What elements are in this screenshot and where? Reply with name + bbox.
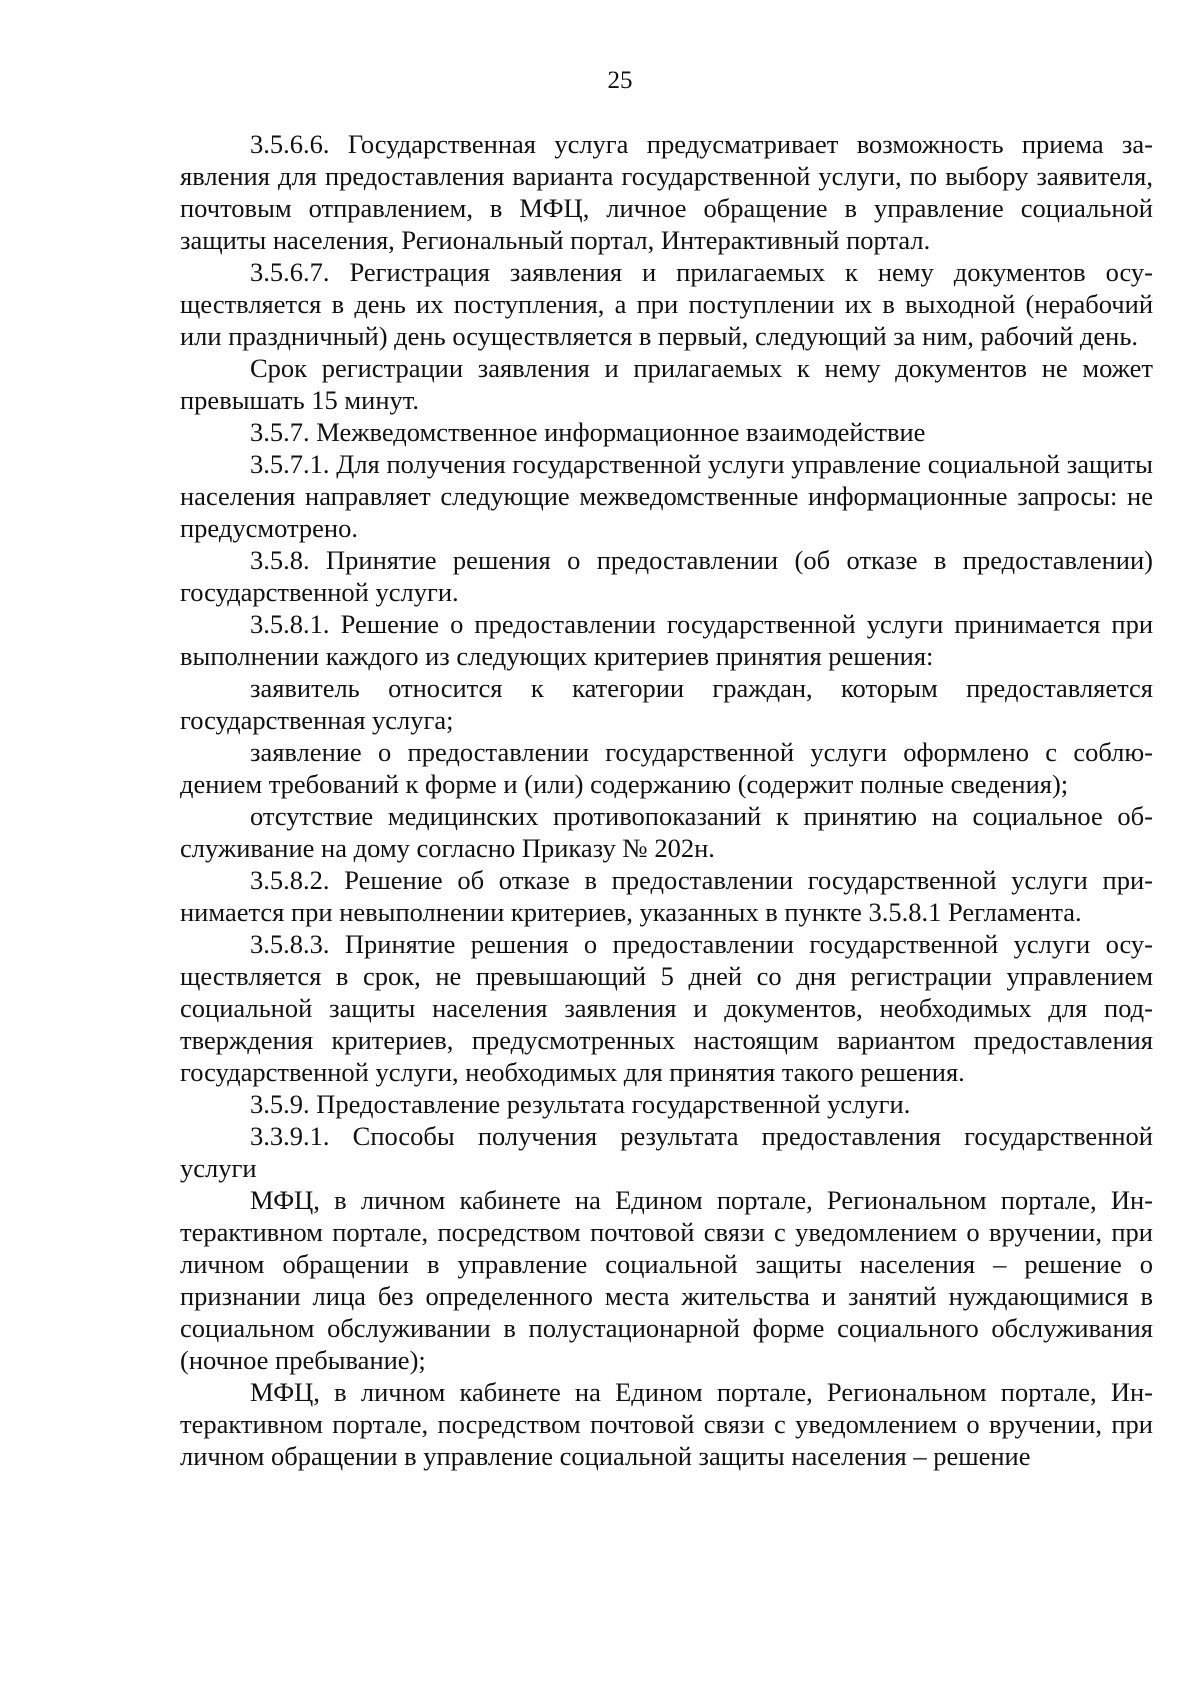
paragraph-3-5-6-6: 3.5.6.6. Государственная услуга предусматривает возможность приема заявления для предоставления варианта государственной услуги, по выбору заявителя, почтовым отправлением, в МФЦ, личное обращение в управление социальной защиты населения, Региональный портал, Интерактивный портал. [180,129,1153,255]
page-number: 25 [607,67,633,94]
criterion-application-form: заявление о предоставлении государственной услуги оформлено с соблюдением требований к форме и (или) содержанию (содержит полные сведения); [180,737,1153,799]
criterion-applicant-category: заявитель относится к категории граждан, которым предоставляется государственная услуга; [180,673,1153,735]
paragraph-3-5-8-3: 3.5.8.3. Принятие решения о предоставлении государственной услуги осуществляется в срок, не превышающий 5 дней со дня регистрации управлением социальной защиты населения заявления и документов, необходимых для подтверждения критериев, предусмотренных настоящим вариантом предоставления государственной услуги, необходимых для принятия такого решения. [180,929,1153,1087]
paragraph-3-5-8-1: 3.5.8.1. Решение о предоставлении государственной услуги принимается при выполнении каждого из следующих критериев принятия решения: [180,609,1153,671]
paragraph-registration-term: Срок регистрации заявления и прилагаемых к нему документов не может превышать 15 минут. [180,353,1153,415]
paragraph-3-3-9-1: 3.3.9.1. Способы получения результата предоставления государственной услуги [180,1121,1153,1183]
paragraph-3-5-7-1: 3.5.7.1. Для получения государственной услуги управление социальной защиты населения направляет следующие межведомственные информационные запросы: не предусмотрено. [180,449,1153,543]
heading-3-5-9: 3.5.9. Предоставление результата государственной услуги. [250,1089,911,1119]
result-method-night-stay: МФЦ, в личном кабинете на Едином портале, Региональном портале, Интерактивном портале, посредством почтовой связи с уведомлением о вручении, при личном обращении в управление социальной защиты населения – решение о признании лица без определенного места жительства и занятий нуждающимися в социальном обслуживании в полустационарной форме социального обслуживания (ночное пребывание); [180,1185,1153,1375]
heading-3-5-8: 3.5.8. Принятие решения о предоставлении (об отказе в предоставлении) государственной услуги. [180,545,1153,607]
criterion-medical-contraindications: отсутствие медицинских противопоказаний к принятию на социальное обслуживание на дому согласно Приказу № 202н. [180,801,1153,863]
result-method-continued: МФЦ, в личном кабинете на Едином портале, Региональном портале, Интерактивном портале, посредством почтовой связи с уведомлением о вручении, при личном обращении в управление социальной защиты населения – решение [180,1377,1153,1471]
paragraph-3-5-6-7: 3.5.6.7. Регистрация заявления и прилагаемых к нему документов осуществляется в день их поступления, а при поступлении их в выходной (нерабочий или праздничный) день осуществляется в первый, следующий за ним, рабочий день. [180,257,1153,351]
document-body [180,128,1153,1472]
paragraph-3-5-8-2: 3.5.8.2. Решение об отказе в предоставлении государственной услуги принимается при невыполнении критериев, указанных в пункте 3.5.8.1 Регламента. [180,865,1153,927]
heading-3-5-7: 3.5.7. Межведомственное информационное взаимодействие [250,417,926,447]
